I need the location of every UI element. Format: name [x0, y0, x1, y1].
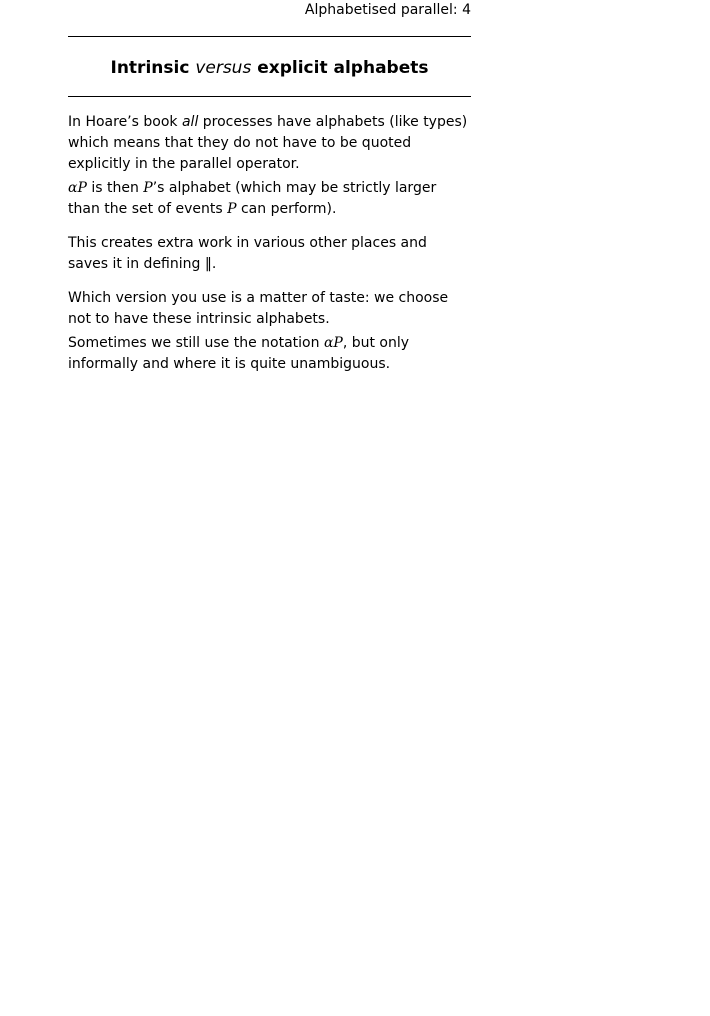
- paragraph-hoare: [68, 112, 471, 175]
- top-rule: [68, 36, 471, 37]
- bottom-rule: [68, 96, 471, 97]
- p2-math-p-2: P: [227, 201, 237, 217]
- title-part-explicit: explicit alphabets: [257, 58, 429, 78]
- slide-body: [68, 112, 471, 375]
- p1-text-c: processes have alphabets (like types) which means that they do not have to be quoted explicitly in the parallel operator.: [68, 114, 468, 172]
- p2-math-p: P: [143, 180, 153, 196]
- p5-text-b: , but only informally and where it is quite unambiguous.: [68, 335, 410, 372]
- p1-emphasis: all: [181, 114, 199, 130]
- paragraph-taste: [68, 288, 471, 330]
- p3-text-a: This creates extra work in various other places and saves it in defining: [68, 235, 427, 272]
- paragraph-notation: [68, 333, 471, 375]
- p3-parallel-symbol: ‖.: [204, 256, 217, 272]
- p2-math-alpha-p: αP: [68, 180, 87, 196]
- p5-text-a: Sometimes we still use the notation: [68, 335, 320, 351]
- title-part-intrinsic: Intrinsic: [110, 58, 190, 78]
- p5-math-alpha-p: αP: [323, 335, 343, 351]
- p2-text-c: can perform).: [240, 201, 337, 217]
- p2-text-a: is then: [91, 180, 139, 196]
- title-part-versus: versus: [195, 58, 252, 78]
- p4-text-a: Which version you use is a matter of taste: we choose not to have these intrinsic alphabets.: [68, 290, 449, 327]
- slide-title: [68, 55, 471, 81]
- paragraph-extra-work: [68, 233, 471, 275]
- p1-text-a: In Hoare’s book: [68, 114, 178, 130]
- paragraph-alphabet: [68, 178, 471, 220]
- p2-text-b: ’s alphabet (which may be strictly larger than the set of events: [68, 180, 437, 217]
- running-head: Alphabetised parallel: 4: [304, 2, 471, 18]
